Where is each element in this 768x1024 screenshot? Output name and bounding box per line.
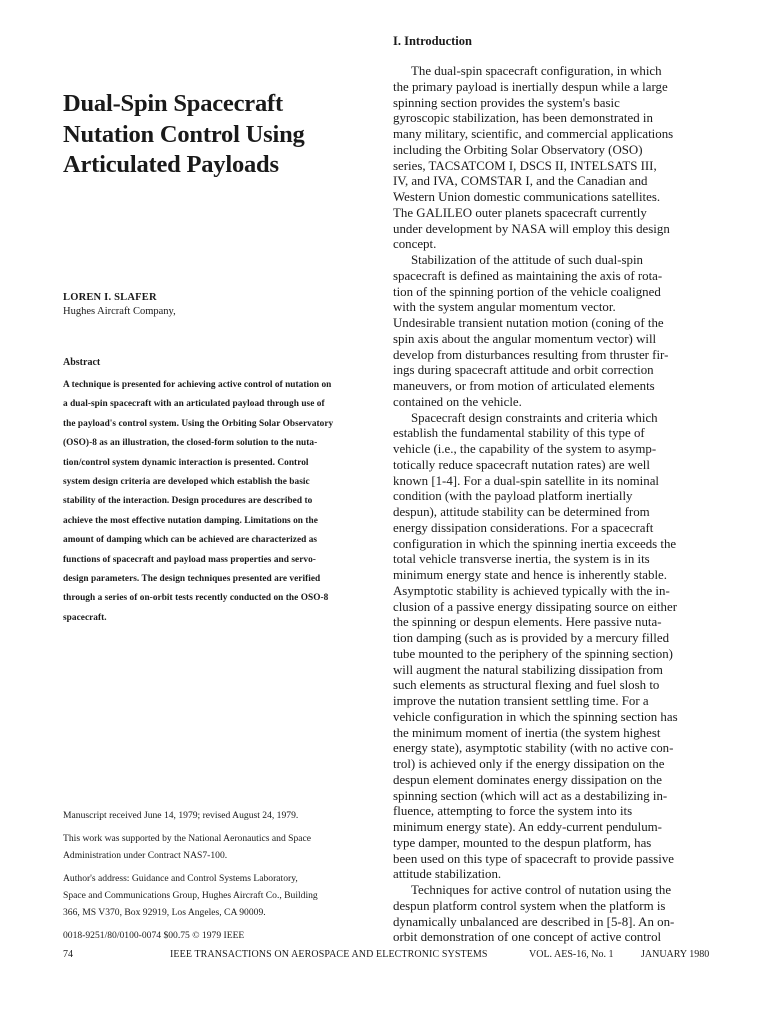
body-line: type damper, mounted to the despun platform, has (393, 835, 652, 850)
journal-name: IEEE TRANSACTIONS ON AEROSPACE AND ELECTRONIC SYSTEMS (170, 949, 488, 960)
body-line: concept. (393, 237, 437, 252)
abstract-line: system design criteria are developed which establish the basic (63, 477, 310, 488)
abstract-line: (OSO)-8 as an illustration, the closed-form solution to the nuta- (63, 438, 318, 449)
body-line: despun element dominates energy dissipation on the (393, 772, 662, 787)
body-line: condition (with the payload platform inertially (393, 489, 633, 504)
footnote-line: Administration under Contract NAS7-100. (63, 850, 228, 861)
introduction-body (393, 64, 715, 946)
body-line: establish the fundamental stability of this type of (393, 426, 645, 441)
body-line: such elements as structural flexing and fuel slosh to (393, 678, 660, 693)
body-line: known [1-4]. For a dual-spin satellite in its nominal (393, 473, 660, 488)
body-line: energy dissipation considerations. For a spacecraft (393, 520, 654, 535)
author-affiliation: Hughes Aircraft Company, (63, 305, 176, 317)
body-line: many military, scientific, and commercial applications (393, 127, 674, 141)
body-line: attitude stabilization. (393, 867, 502, 882)
title-line: Nutation Control Using (63, 120, 305, 148)
title-line: Articulated Payloads (63, 151, 279, 178)
abstract-line: tion/control system dynamic interaction is presented. Control (63, 457, 309, 468)
body-line: minimum energy state and hence is inherently stable. (393, 568, 667, 582)
body-line: under development by NASA will employ this design (393, 221, 670, 236)
body-line: clusion of a passive energy dissipating source on either (393, 599, 678, 614)
footnote-line: Space and Communications Group, Hughes Aircraft Co., Building (63, 890, 318, 901)
body-line: improve the nutation transient settling time. For a (393, 694, 649, 708)
body-line: spin axis about the angular momentum vector) will (393, 331, 657, 346)
abstract-line: achieve the most effective nutation damping. Limitations on the (63, 515, 318, 526)
page-footer (63, 949, 711, 963)
abstract-line: a dual-spin spacecraft with an articulated payload through use of (63, 399, 325, 410)
footnotes (63, 807, 383, 950)
body-line: Spacecraft design constraints and criteria which (411, 410, 658, 425)
footnote-line: 0018-9251/80/0100-0074 $00.75 © 1979 IEEE (63, 930, 245, 941)
body-line: spacecraft is defined as maintaining the axis of rota- (393, 268, 663, 283)
body-line: tube mounted to the periphery of the spinning section) (393, 646, 673, 661)
body-line: The dual-spin spacecraft configuration, in which (411, 64, 662, 78)
footnote (63, 870, 383, 921)
body-line: despun), attitude stability can be determined from (393, 505, 650, 519)
body-line: develop from disturbances resulting from thruster fir- (393, 347, 669, 362)
abstract-line: amount of damping which can be achieved are characterized as (63, 535, 318, 546)
footnote-line: Manuscript received June 14, 1979; revised August 24, 1979. (63, 810, 299, 821)
body-line: ings during spacecraft attitude and orbit correction (393, 363, 654, 378)
body-line: minimum energy state). An eddy-current pendulum- (393, 820, 662, 834)
body-line: total vehicle transverse inertia, the system is in its (393, 552, 650, 567)
abstract-line: spacecraft. (63, 612, 107, 623)
body-line: been used on this type of spacecraft to provide passive (393, 851, 675, 866)
abstract-line: through a series of on-orbit tests recently conducted on the OSO-8 (63, 593, 329, 604)
footnote-line: 366, MS V370, Box 92919, Los Angeles, CA 90009. (63, 907, 266, 918)
author-block (63, 291, 176, 318)
body-line: Techniques for active control of nutation using the (411, 883, 672, 897)
body-line: Undesirable transient nutation motion (coning of the (393, 316, 664, 330)
body-line: vehicle configuration in which the spinning section has (393, 709, 678, 724)
body-line: vehicle (i.e., the capability of the system to asymp- (393, 442, 657, 456)
title-line: Dual-Spin Spacecraft (63, 90, 283, 117)
body-line: trol) is achieved only if the energy dissipation on the (393, 757, 665, 771)
body-line: Western Union domestic communications satellites. (393, 190, 661, 204)
body-line: including the Orbiting Solar Observatory (OSO) (393, 142, 643, 157)
section-heading: I. Introduction (393, 34, 472, 48)
paper-title (63, 89, 381, 181)
abstract-line: functions of spacecraft and payload mass properties and servo- (63, 554, 316, 565)
body-line: totically reduce spacecraft nutation rates) are well (393, 457, 650, 472)
footnote (63, 830, 383, 864)
body-line: despun platform control system when the platform is (393, 898, 666, 913)
volume-info: VOL. AES-16, No. 1 (529, 949, 614, 960)
page-number: 74 (63, 949, 73, 960)
footnote (63, 807, 383, 824)
body-line: fluence, attempting to force the system into its (393, 804, 633, 819)
body-line: configuration in which the spinning inertia exceeds the (393, 536, 677, 551)
body-line: dynamically unbalanced are described in [5-8]. An on- (393, 914, 675, 929)
body-line: contained on the vehicle. (393, 394, 522, 409)
abstract-body (63, 376, 381, 628)
body-line: gyroscopic stabilization, has been demonstrated in (393, 111, 653, 126)
abstract-line: the payload's control system. Using the Orbiting Solar Observatory (63, 418, 334, 429)
footnote (63, 927, 383, 944)
body-line: will augment the natural stabilizing dissipation from (393, 662, 663, 677)
abstract-heading: Abstract (63, 357, 101, 368)
author-name: LOREN I. SLAFER (63, 292, 157, 303)
body-line: tion of the spinning portion of the vehicle coaligned (393, 284, 661, 299)
body-line: The GALILEO outer planets spacecraft currently (393, 205, 647, 220)
body-line: tion damping (such as is provided by a mercury filled (393, 631, 670, 645)
body-line: series, TACSATCOM I, DSCS II, INTELSATS III, (393, 158, 657, 173)
body-line: spinning section provides the system's basic (393, 95, 620, 110)
abstract-line: A technique is presented for achieving active control of nutation on (63, 380, 332, 390)
abstract-line: design parameters. The design techniques presented are verified (63, 574, 321, 585)
body-line: maneuvers, or from motion of articulated elements (393, 379, 655, 393)
body-line: the minimum moment of inertia (the system highest (393, 725, 661, 740)
body-line: Stabilization of the attitude of such dual-spin (411, 253, 643, 267)
body-line: energy state), asymptotic stability (with no active con- (393, 741, 674, 756)
body-line: the primary payload is inertially despun while a large (393, 79, 668, 94)
body-line: Asymptotic stability is achieved typically with the in- (393, 583, 670, 598)
issue-date: JANUARY 1980 (641, 949, 710, 960)
abstract-line: stability of the interaction. Design procedures are described to (63, 496, 313, 507)
footnote-line: Author's address: Guidance and Control Systems Laboratory, (63, 873, 298, 884)
body-line: IV, and IVA, COMSTAR I, and the Canadian and (393, 174, 648, 189)
body-line: spinning section (which will act as a destabilizing in- (393, 788, 668, 803)
body-line: with the system angular momentum vector. (393, 300, 616, 315)
body-line: the spinning or despun elements. Here passive nuta- (393, 615, 662, 630)
footnote-line: This work was supported by the National Aeronautics and Space (63, 833, 312, 844)
body-line: orbit demonstration of one concept of active control (393, 930, 662, 945)
